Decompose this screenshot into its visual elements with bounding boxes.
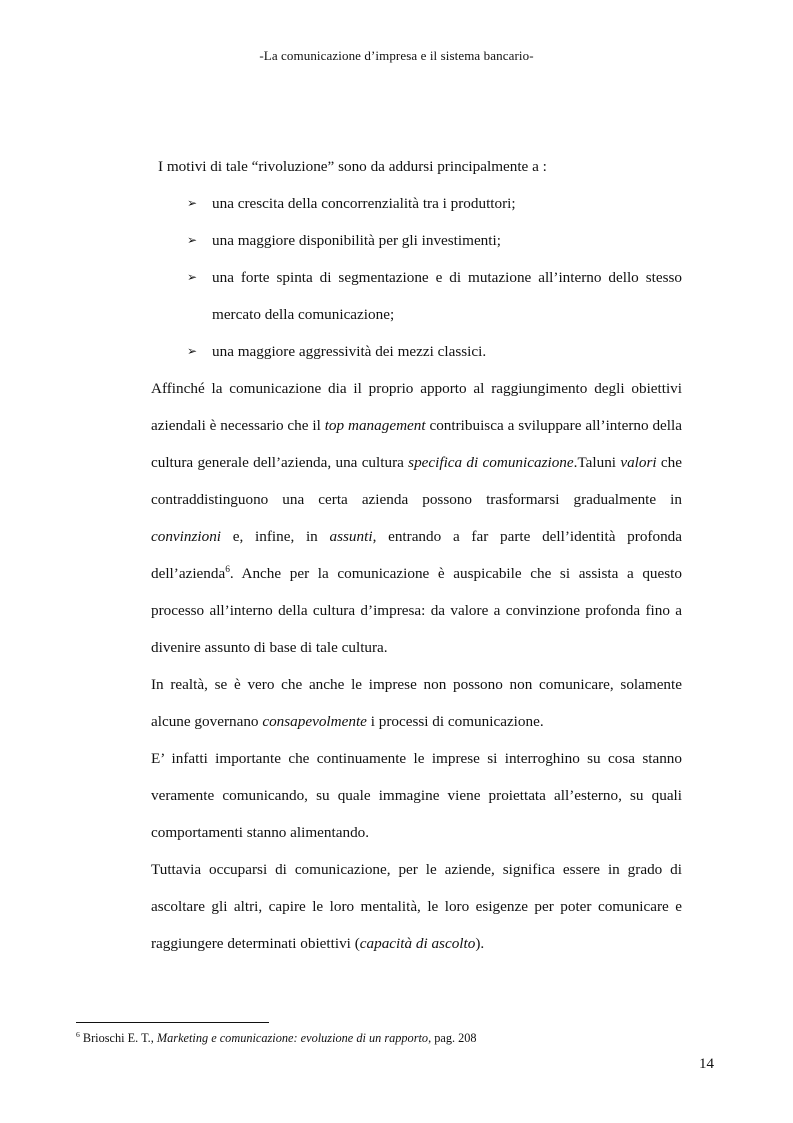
footnote-reference: 6 (225, 564, 230, 575)
footnote-title: Marketing e comunicazione: evoluzione di un rapporto (156, 1031, 429, 1045)
arrowhead-bullet-icon: ➢ (187, 196, 198, 210)
paragraph-awareness (151, 666, 682, 740)
list-item (151, 259, 682, 333)
list-item (151, 185, 682, 222)
emphasis: assunti (329, 528, 373, 545)
text-run: . Anche per la comunicazione è auspicabile che si assista a questo processo all’interno della cultura d’impresa: da valore a convinzione profonda fino a divenire assunto di base di tale cultura. (151, 565, 682, 656)
footnote (76, 1030, 477, 1046)
arrowhead-bullet-icon: ➢ (187, 344, 198, 358)
text-run: i processi di comunicazione. (366, 713, 544, 730)
list-item-text: una crescita della concorrenzialità tra i produttori; (212, 195, 516, 212)
body-text (151, 148, 682, 962)
paragraph-culture (151, 370, 682, 666)
emphasis: convinzioni (151, 528, 222, 545)
footnote-pages: , pag. 208 (428, 1031, 477, 1045)
text-run: Affinché la comunicazione dia il proprio apporto al raggiungimento degli obiettivi aziendali è necessario che il (151, 380, 682, 434)
list-item (151, 222, 682, 259)
emphasis: specifica di comunicazione (408, 454, 574, 471)
emphasis: capacità di ascolto (359, 935, 476, 952)
footnote-number: 6 (76, 1029, 80, 1039)
text-run: Tuttavia occuparsi di comunicazione, per le aziende, significa essere in grado di ascoltare gli altri, capire le loro mentalità, le loro esigenze per poter comunicare e raggiungere determinati obiettivi ( (151, 861, 682, 952)
footnote-rule (76, 1022, 269, 1023)
list-item (151, 333, 682, 370)
intro-line: I motivi di tale “rivoluzione” sono da addursi principalmente a : (158, 158, 547, 175)
emphasis: valori (620, 454, 657, 471)
list-item-text: una forte spinta di segmentazione e di mutazione all’interno dello stesso mercato della comunicazione; (212, 269, 682, 323)
list-item-text: una maggiore aggressività dei mezzi classici. (212, 343, 487, 360)
footnote-author: Brioschi E. T., (79, 1031, 157, 1045)
text-run: .Taluni (573, 454, 621, 471)
paragraph-questioning: E’ infatti importante che continuamente le imprese si interroghino su cosa stanno veramente comunicando, su quale immagine viene proiettata all’esterno, su quali comportamenti stanno alimentando. (151, 750, 682, 841)
bullet-list (151, 185, 682, 370)
page-number: 14 (699, 1056, 714, 1072)
arrowhead-bullet-icon: ➢ (187, 233, 198, 247)
text-run: contribuisca a sviluppare all’interno della cultura generale dell’azienda, una cultura (151, 417, 682, 471)
running-header: -La comunicazione d’impresa e il sistema bancario- (259, 48, 534, 63)
text-run: e, infine, in (221, 528, 330, 545)
emphasis: consapevolmente (262, 713, 367, 730)
list-item-text: una maggiore disponibilità per gli investimenti; (212, 232, 501, 249)
text-run: ). (475, 935, 485, 952)
text-run: In realtà, se è vero che anche le imprese non possono non comunicare, solamente alcune governano (151, 676, 682, 730)
arrowhead-bullet-icon: ➢ (187, 270, 198, 284)
paragraph-listening (151, 851, 682, 962)
text-run: , entrando a far parte dell’identità profonda dell’azienda (151, 528, 682, 582)
emphasis: top management (324, 417, 426, 434)
text-run: che contraddistinguono una certa azienda possono trasformarsi gradualmente in (151, 454, 682, 508)
